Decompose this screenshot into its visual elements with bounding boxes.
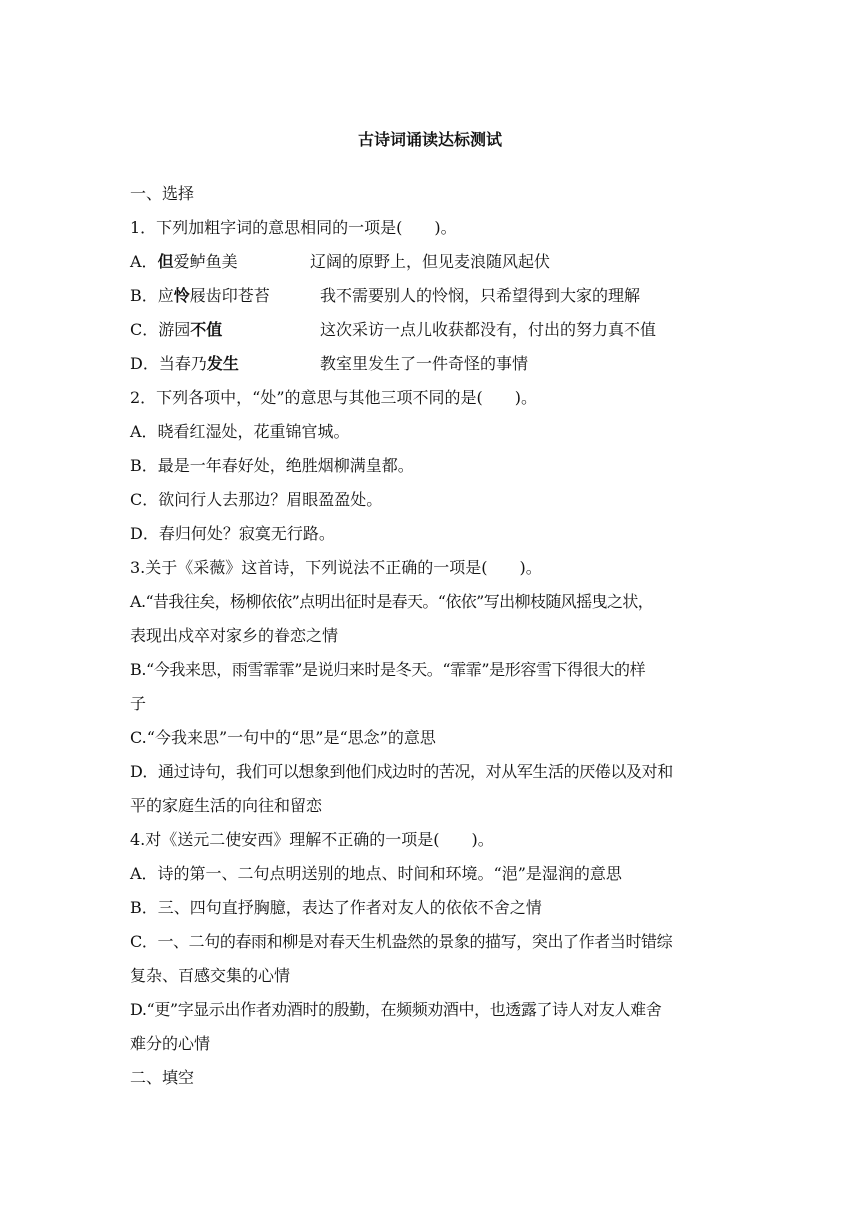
question-3-option-d-line1: D．通过诗句，我们可以想象到他们戍边时的苦况，对从军生活的厌倦以及对和 [130,762,673,781]
option-example: 辽阔的原野上，但见麦浪随风起伏 [310,252,551,271]
question-4-stem: 4.对《送元二使安西》理解不正确的一项是( )。 [130,830,494,849]
question-3-stem: 3.关于《采薇》这首诗，下列说法不正确的一项是( )。 [130,558,542,577]
question-3-option-d-line2: 平的家庭生活的向往和留恋 [130,796,323,815]
question-4-option-c-line1: C．一、二句的春雨和柳是对春天生机盎然的景象的描写，突出了作者当时错综 [130,932,673,951]
bold-word: 发生 [206,354,239,373]
option-prefix: C．游园 [130,320,191,339]
option-prefix: D．当春乃 [130,354,207,373]
question-1-option-a [130,250,740,274]
question-3-option-a-line1: A.“昔我往矣，杨柳依依”点明出征时是春天。“依依”写出柳枝随风摇曳之状， [130,592,654,611]
question-2-stem: 2．下列各项中，“处”的意思与其他三项不同的是( )。 [130,388,538,407]
question-2-option-b: B．最是一年春好处，绝胜烟柳满皇都。 [130,456,414,475]
question-1-option-c [130,318,740,342]
question-4-option-d-line1: D.“更”字显示出作者劝酒时的殷勤，在频频劝酒中，也透露了诗人对友人难舍 [130,1000,662,1019]
question-2-option-c: C．欲问行人去那边？眉眼盈盈处。 [130,490,383,509]
option-example: 教室里发生了一件奇怪的事情 [320,354,529,373]
question-3-option-c: C.“今我来思”一句中的“思”是“思念”的意思 [130,728,436,747]
question-4-option-a: A．诗的第一、二句点明送别的地点、时间和环境。“浥”是湿润的意思 [130,864,622,883]
question-4-option-d-line2: 难分的心情 [130,1034,211,1053]
question-3-option-b-line1: B.“今我来思，雨雪霏霏”是说归来时是冬天。“霏霏”是形容雪下得很大的样 [130,660,646,679]
question-1-option-b [130,284,740,308]
question-4-option-c-line2: 复杂、百感交集的心情 [130,966,291,985]
question-3-option-a-line2: 表现出戍卒对家乡的眷恋之情 [130,626,339,645]
option-text: 爱鲈鱼美 [173,252,238,271]
option-prefix: A． [130,252,158,271]
question-3-option-b-line2: 子 [130,694,147,713]
page-title: 古诗词诵读达标测试 [357,130,502,149]
option-prefix: B．应 [130,286,174,305]
bold-word: 怜 [173,286,190,305]
bold-word: 不值 [190,320,223,339]
question-1-stem: 1．下列加粗字词的意思相同的一项是( )。 [130,218,457,237]
option-example: 这次采访一点儿收获都没有，付出的努力真不值 [320,320,657,339]
option-example: 我不需要别人的怜悯，只希望得到大家的理解 [320,286,641,305]
question-2-option-d: D．春归何处？寂寞无行路。 [130,524,335,543]
option-text: 屐齿印苍苔 [189,286,270,305]
bold-word: 但 [157,252,174,271]
question-4-option-b: B．三、四句直抒胸臆，表达了作者对友人的依依不舍之情 [130,898,542,917]
question-2-option-a: A．晓看红湿处，花重锦官城。 [130,422,350,441]
section-heading-fill-in: 二、填空 [130,1068,195,1087]
question-1-option-d [130,352,740,376]
section-heading-choice: 一、选择 [130,184,195,203]
